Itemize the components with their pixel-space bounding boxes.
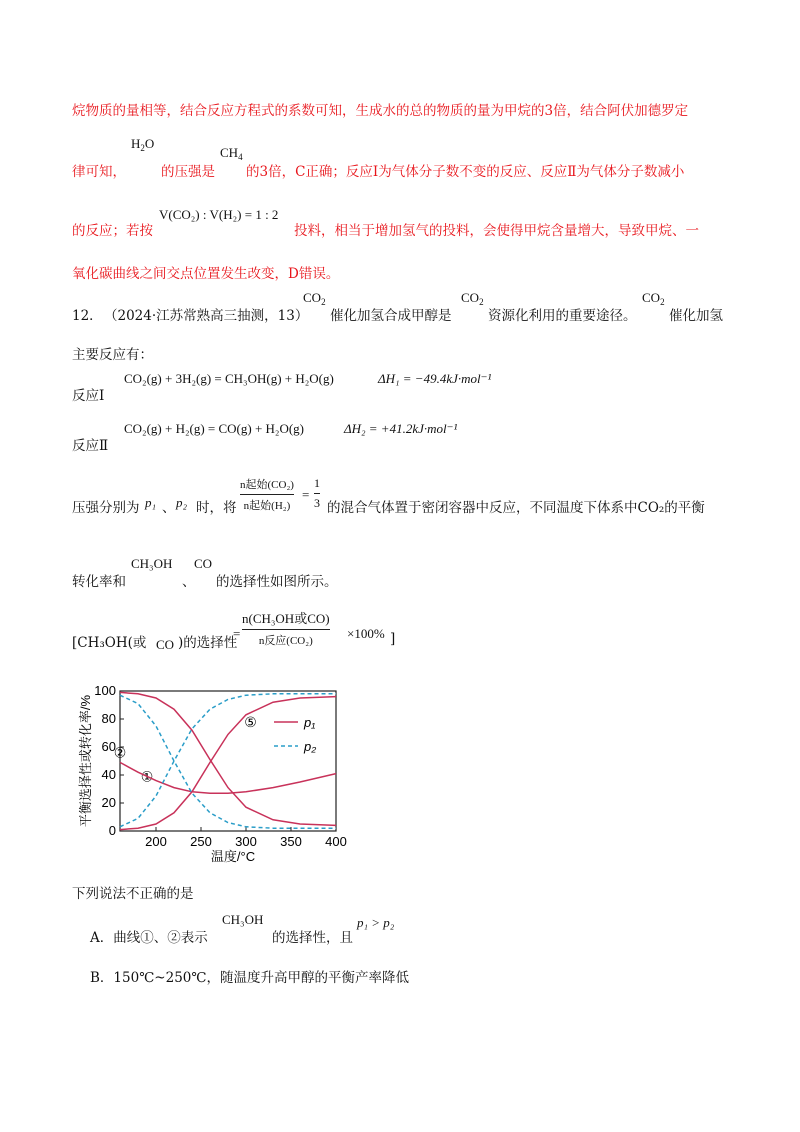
curve-label: ⑤ (244, 713, 257, 730)
reaction-2-label: 反应Ⅱ (72, 438, 109, 454)
explanation-line-3b: 投料，相当于增加氢气的投料，会使得甲烷含量增大，导致甲烷、一 (294, 223, 699, 239)
explanation-line-3a: 的反应；若按 (72, 223, 153, 239)
line5-b: 、 (182, 574, 196, 590)
pressure-text-a: 压强分别为 (72, 500, 140, 516)
curve-p2 (120, 694, 336, 827)
curve-p1 (120, 692, 336, 825)
co2-formula: $CO_2$ (461, 290, 484, 307)
selectivity-percent: ×100% (347, 626, 385, 641)
co-formula: CO (194, 556, 213, 571)
option-b: B．150℃~250℃，随温度升高甲醇的平衡产率降低 (90, 970, 409, 986)
pressure-p1: p₁ (145, 495, 157, 510)
reaction-1-enthalpy: ΔH₁ = −49.4kJ·mol⁻¹ (378, 371, 492, 386)
pressure-sep: 、 (162, 500, 176, 516)
pressure-text-b: 时，将 (196, 500, 237, 516)
question-stem: 下列说法不正确的是 (72, 886, 194, 902)
plot-frame (120, 691, 336, 831)
ch4-formula: $CH_4$ (220, 145, 243, 162)
option-a-text-b: 的选择性，且 (272, 930, 353, 946)
question-number: 12． (72, 308, 103, 324)
question-text-2: 资源化利用的重要途径。 (488, 308, 637, 324)
explanation-line-2a: 律可知， (72, 164, 126, 180)
x-tick-label: 300 (235, 834, 257, 849)
curve-label: ② (113, 744, 127, 761)
selectivity-fraction: n(CH₃OH或CO) n反应(CO₂) (242, 611, 330, 647)
feed-ratio-equals: = (302, 487, 310, 502)
option-a-text: A．曲线①、②表示 (90, 930, 208, 946)
line5-c: 的选择性如图所示。 (216, 574, 338, 590)
main-reactions-label: 主要反应有： (72, 347, 153, 363)
reaction-1-label: 反应Ⅰ (72, 388, 105, 404)
explanation-line-2b: 的压强是 (161, 164, 215, 180)
one-third-fraction: 1 3 (314, 476, 320, 510)
reaction-2-equation: CO₂(g) + H₂(g) = CO(g) + H₂O(g) (124, 421, 305, 436)
co2-formula: $CO_2$ (303, 290, 326, 307)
y-axis-label: 平衡选择性或转化率/% (78, 694, 93, 828)
explanation-line-1: 烷物质的量相等，结合反应方程式的系数可知，生成水的总的物质的量为甲烷的3倍，结合阿伏加德罗定 (72, 103, 689, 119)
y-tick-label: 20 (101, 795, 116, 810)
legend-label: p₂ (304, 739, 317, 754)
x-axis-label: 温度/°C (210, 849, 256, 864)
y-tick-label: 100 (94, 683, 116, 698)
question-text-3: 催化加氢 (669, 308, 723, 324)
reaction-1-equation: CO₂(g) + 3H₂(g) = CH₃OH(g) + H₂O(g) (124, 371, 334, 386)
legend-label: p₁ (304, 715, 316, 730)
explanation-line-2c: 的3倍，C正确；反应Ⅰ为气体分子数不变的反应、反应Ⅱ为气体分子数减小 (246, 164, 685, 180)
curve-label: ① (140, 768, 154, 785)
equilibrium-chart (68, 676, 358, 866)
line5-a: 转化率和 (72, 574, 126, 590)
selectivity-def-a: [CH₃OH(或 (72, 635, 147, 651)
ch3oh-formula: CH₃OH (131, 556, 173, 571)
x-tick-label: 200 (145, 834, 167, 849)
y-tick-label: 40 (101, 767, 116, 782)
question-source: （2024·江苏常熟高三抽测，13） (104, 308, 309, 324)
selectivity-equals: = (233, 626, 241, 641)
feed-ratio-fraction: n起始(CO₂) n起始(H₂) (240, 479, 294, 512)
y-tick-label: 80 (101, 711, 116, 726)
option-a-ch3oh: CH₃OH (222, 912, 264, 927)
x-tick-label: 250 (190, 834, 212, 849)
x-tick-label: 350 (280, 834, 302, 849)
volume-ratio: V(CO₂) : V(H₂) = 1 : 2 (159, 207, 279, 222)
pressure-text-c: 的混合气体置于密闭容器中反应，不同温度下体系中CO₂的平衡 (327, 500, 705, 516)
pressure-p2: p₂ (176, 495, 188, 510)
reaction-2-enthalpy: ΔH₂ = +41.2kJ·mol⁻¹ (344, 421, 458, 436)
selectivity-co: CO (156, 637, 175, 652)
y-tick-label: 60 (101, 739, 116, 754)
question-text-1: 催化加氢合成甲醇是 (330, 308, 452, 324)
x-tick-label: 400 (325, 834, 347, 849)
explanation-line-4: 氧化碳曲线之间交点位置发生改变，D错误。 (72, 266, 340, 282)
option-a-inequality: p₁ > p₂ (357, 915, 395, 930)
h2o-formula: $H_2O$ (131, 136, 155, 153)
co2-formula: $CO_2$ (642, 290, 665, 307)
selectivity-bracket: ] (390, 631, 396, 647)
selectivity-def-b: )的选择性 (178, 635, 238, 651)
y-tick-label: 0 (108, 823, 116, 838)
